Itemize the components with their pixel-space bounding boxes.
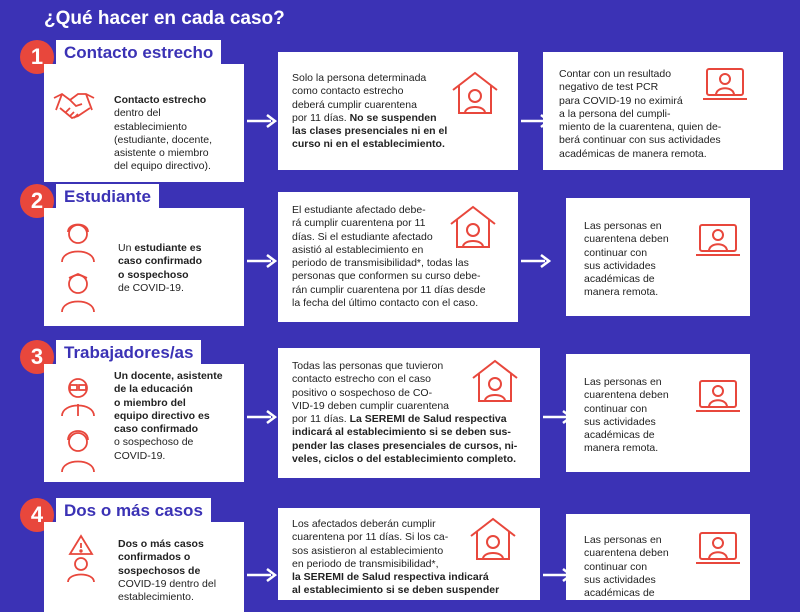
- section-tag: Trabajadores/as: [56, 340, 201, 366]
- house-person-icon: [450, 70, 500, 120]
- result-text: Las personas en cuarentena deben continuar con sus actividades académicas de manera remota.: [584, 376, 669, 455]
- section-tag: Contacto estrecho: [56, 40, 221, 66]
- section-dos-o-mas-casos: [0, 498, 800, 604]
- case-text: Un estudiante es caso confirmado o sospechoso de COVID-19.: [118, 242, 203, 294]
- action-text: Todas las personas que tuvieron contacto estrecho con el caso positivo o sospechoso de CO- VID-19 deben cumplir cuarentena por 11 días. La SEREMI de Salud respectiva indicará al establecimiento si se deben sus- pender las clases presenciales de cursos, ni- veles, ciclos o del establecimiento completo.: [292, 360, 518, 466]
- action-box: [278, 192, 518, 322]
- section-number: 2: [20, 184, 54, 218]
- arrow-right-icon: [247, 254, 277, 268]
- arrow-right-icon: [247, 410, 277, 424]
- section-number: 4: [20, 498, 54, 532]
- action-text: Los afectados deberán cumplir cuarentena por 11 días. Si los ca- sos asistieron al establecimiento en periodo de transmisibilidad*, la SEREMI de Salud respectiva indicará al establecimiento si se deben suspender: [292, 518, 500, 597]
- page-title: ¿Qué hacer en cada caso?: [44, 8, 285, 29]
- case-box: [44, 208, 244, 326]
- case-text: Un docente, asistente de la educación o miembro del equipo directivo es caso confirmado o sospechoso de COVID-19.: [114, 370, 223, 462]
- result-box: [566, 198, 750, 316]
- case-text: Dos o más casos confirmados o sospechosos de COVID-19 dentro del establecimiento.: [118, 538, 217, 604]
- section-trabajadores: [0, 340, 800, 490]
- section-estudiante: [0, 184, 800, 334]
- action-text: El estudiante afectado debe- rá cumplir cuarentena por 11 días. Si el estudiante afectado asistió al establecimiento en periodo de transmisibilidad*, todas las personas que conformen su curso debe- rán cumplir cuarentena por 11 días desde la fecha del último contacto con el caso.: [292, 204, 486, 310]
- result-box: [543, 52, 783, 170]
- arrow-right-icon: [247, 568, 277, 582]
- worker-icon: [58, 372, 98, 480]
- action-box: [278, 52, 518, 170]
- result-box: [566, 354, 750, 472]
- student-icon: [58, 218, 98, 320]
- result-text: Las personas en cuarentena deben continuar con sus actividades académicas de manera remota.: [584, 220, 669, 299]
- action-box: [278, 348, 540, 478]
- laptop-person-icon: [694, 530, 742, 574]
- result-text: Contar con un resultado negativo de test PCR para COVID-19 no eximirá a la persona del cumpli- miento de la cuarentena, quien de- berá continuar con sus actividades académicas de manera remota.: [559, 68, 722, 160]
- laptop-person-icon: [694, 378, 742, 422]
- section-tag: Dos o más casos: [56, 498, 211, 524]
- action-box: [278, 508, 540, 600]
- warning-person-icon: [58, 534, 104, 588]
- section-number: 1: [20, 40, 54, 74]
- section-number: 3: [20, 340, 54, 374]
- section-tag: Estudiante: [56, 184, 159, 210]
- case-box: [44, 522, 244, 612]
- case-box: [44, 364, 244, 482]
- laptop-person-icon: [694, 222, 742, 266]
- result-text: Las personas en cuarentena deben continuar con sus actividades académicas de: [584, 534, 669, 600]
- section-contacto-estrecho: [0, 40, 800, 180]
- case-text: Contacto estrecho dentro del establecimiento (estudiante, docente, asistente o miembro del equipo directivo).: [114, 94, 213, 173]
- case-box: [44, 64, 244, 182]
- action-text: Solo la persona determinada como contacto estrecho deberá cumplir cuarentena por 11 días. No se suspenden las clases presenciales ni en el curso ni en el establecimiento.: [292, 72, 448, 151]
- arrow-right-icon: [247, 114, 277, 128]
- handshake-icon: [52, 86, 96, 130]
- result-box: [566, 514, 750, 600]
- arrow-right-icon: [521, 254, 551, 268]
